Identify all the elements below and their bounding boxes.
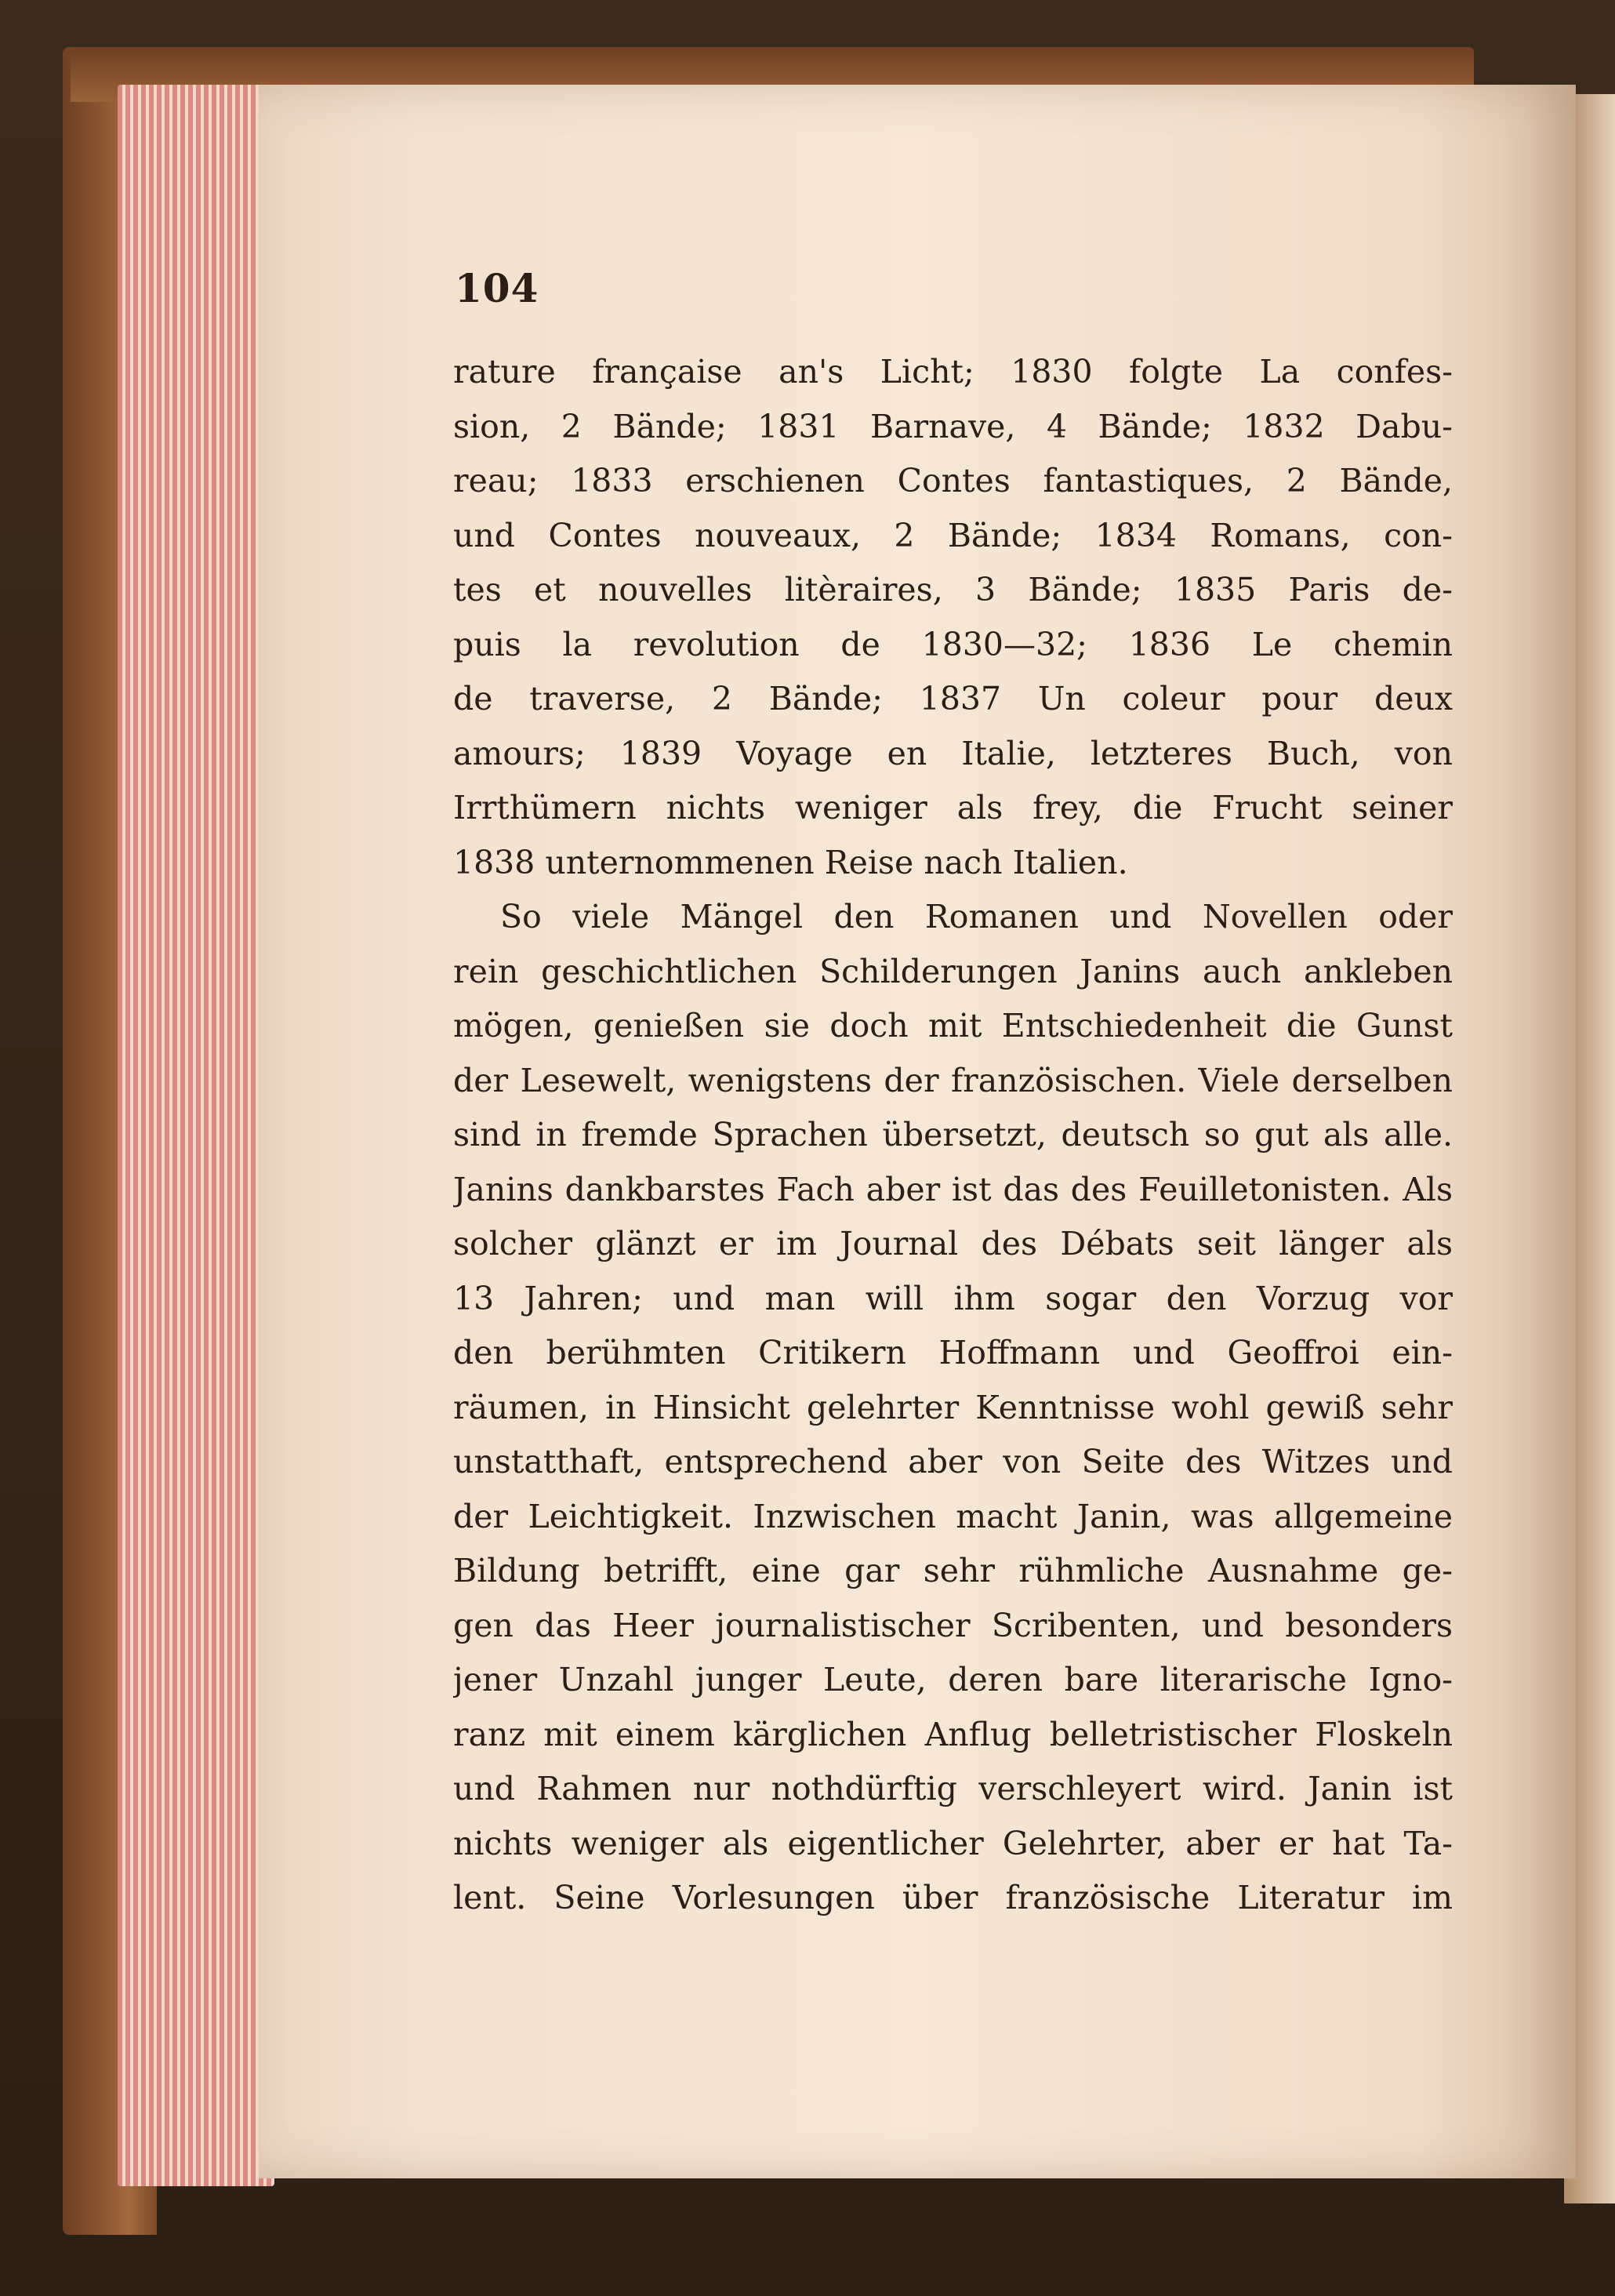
text-line: solcher glänzt er im Journal des Débats seit länger als [453, 1225, 1453, 1262]
text-line: der Lesewelt, wenigstens der französischen. Viele derselben [453, 1061, 1453, 1099]
text-line: der Leichtigkeit. Inzwischen macht Janin, was allgemeine [453, 1497, 1453, 1535]
page-number: 104 [455, 265, 539, 311]
text-line: rein geschichtlichen Schilderungen Janins auch ankleben [453, 952, 1453, 990]
text-line: nichts weniger als eigentlicher Gelehrter, aber er hat Ta- [453, 1824, 1453, 1862]
text-line: räumen, in Hinsicht gelehrter Kenntnisse wohl gewiß sehr [453, 1388, 1453, 1426]
text-line: sion, 2 Bände; 1831 Barnave, 4 Bände; 1832 Dabu- [453, 407, 1453, 445]
text-line: mögen, genießen sie doch mit Entschiedenheit die Gunst [453, 1007, 1453, 1044]
text-line: Irrthümern nichts weniger als frey, die Frucht seiner [453, 789, 1453, 826]
text-line: sind in fremde Sprachen übersetzt, deutsch so gut als alle. [453, 1116, 1453, 1153]
text-line: de traverse, 2 Bände; 1837 Un coleur pour deux [453, 680, 1453, 718]
page-edges [118, 85, 274, 2186]
text-line: puis la revolution de 1830—32; 1836 Le chemin [453, 625, 1453, 663]
text-line: jener Unzahl junger Leute, deren bare literarische Igno- [453, 1661, 1453, 1698]
text-line: reau; 1833 erschienen Contes fantastiques, 2 Bände, [453, 462, 1453, 500]
text-line: tes et nouvelles litèraires, 3 Bände; 1835 Paris de- [453, 571, 1453, 609]
text-line: und Rahmen nur nothdürftig verschleyert wird. Janin ist [453, 1770, 1453, 1807]
text-line: Janins dankbarstes Fach aber ist das des Feuilletonisten. Als [453, 1170, 1453, 1208]
text-line: gen das Heer journalistischer Scribenten, und besonders [453, 1606, 1453, 1644]
text-line: den berühmten Critikern Hoffmann und Geoffroi ein- [453, 1334, 1453, 1371]
text-line: amours; 1839 Voyage en Italie, letzteres Buch, von [453, 734, 1453, 772]
text-line: ranz mit einem kärglichen Anflug belletristischer Floskeln [453, 1715, 1453, 1753]
text-line: 13 Jahren; und man will ihm sogar den Vorzug vor [453, 1279, 1453, 1317]
text-line: rature française an's Licht; 1830 folgte La confes- [453, 353, 1453, 391]
text-line: So viele Mängel den Romanen und Novellen oder [500, 898, 1453, 935]
page-text [453, 345, 1453, 1926]
text-line: Bildung betrifft, eine gar sehr rühmliche Ausnahme ge- [453, 1552, 1453, 1589]
text-line: 1838 unternommenen Reise nach Italien. [453, 843, 1128, 881]
text-line: unstatthaft, entsprechend aber von Seite des Witzes und [453, 1443, 1453, 1480]
text-line: und Contes nouveaux, 2 Bände; 1834 Romans, con- [453, 516, 1453, 554]
text-line: lent. Seine Vorlesungen über französische Literatur im [453, 1879, 1453, 1916]
